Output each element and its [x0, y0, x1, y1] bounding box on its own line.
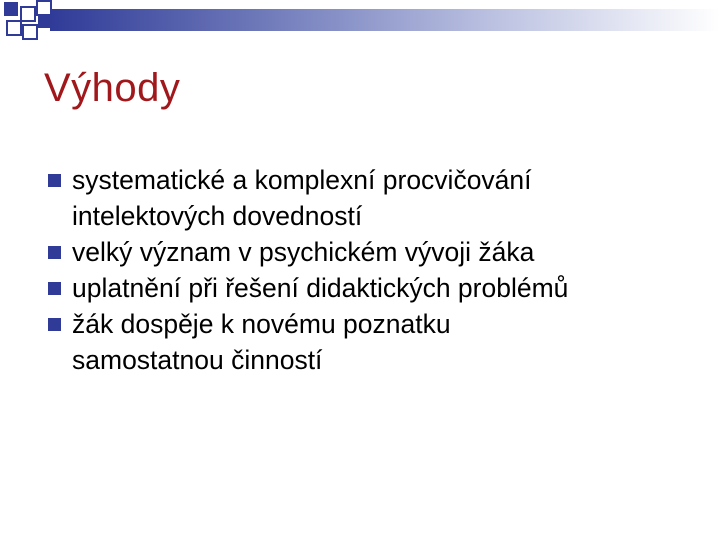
square-bullet-icon	[48, 246, 61, 259]
bullet-item	[48, 162, 708, 234]
square-bullet-icon	[48, 282, 61, 295]
bullet-text-line: systematické a komplexní procvičování	[72, 165, 532, 195]
square-bullet-icon	[48, 174, 61, 187]
decor-square-outline	[20, 6, 36, 22]
decor-square-filled	[38, 16, 50, 28]
square-bullet-icon	[48, 318, 61, 331]
bullet-text-line: intelektových dovedností	[72, 201, 363, 231]
bullet-list	[48, 162, 708, 378]
corner-squares-decoration	[0, 0, 60, 50]
bullet-item	[48, 234, 708, 270]
decor-square-outline	[36, 0, 52, 16]
bullet-text-line: samostatnou činností	[72, 345, 323, 375]
slide-title: Výhody	[44, 66, 181, 110]
decor-square-outline	[22, 24, 38, 40]
decor-square-outline	[6, 20, 22, 36]
header-gradient-band	[50, 9, 720, 31]
decor-square-filled	[4, 2, 18, 16]
bullet-item	[48, 270, 708, 306]
bullet-text-line: uplatnění při řešení didaktických problémů	[72, 273, 569, 303]
bullet-text-line: žák dospěje k novému poznatku	[72, 309, 451, 339]
bullet-item	[48, 306, 708, 378]
bullet-text-line: velký význam v psychickém vývoji žáka	[72, 237, 535, 267]
